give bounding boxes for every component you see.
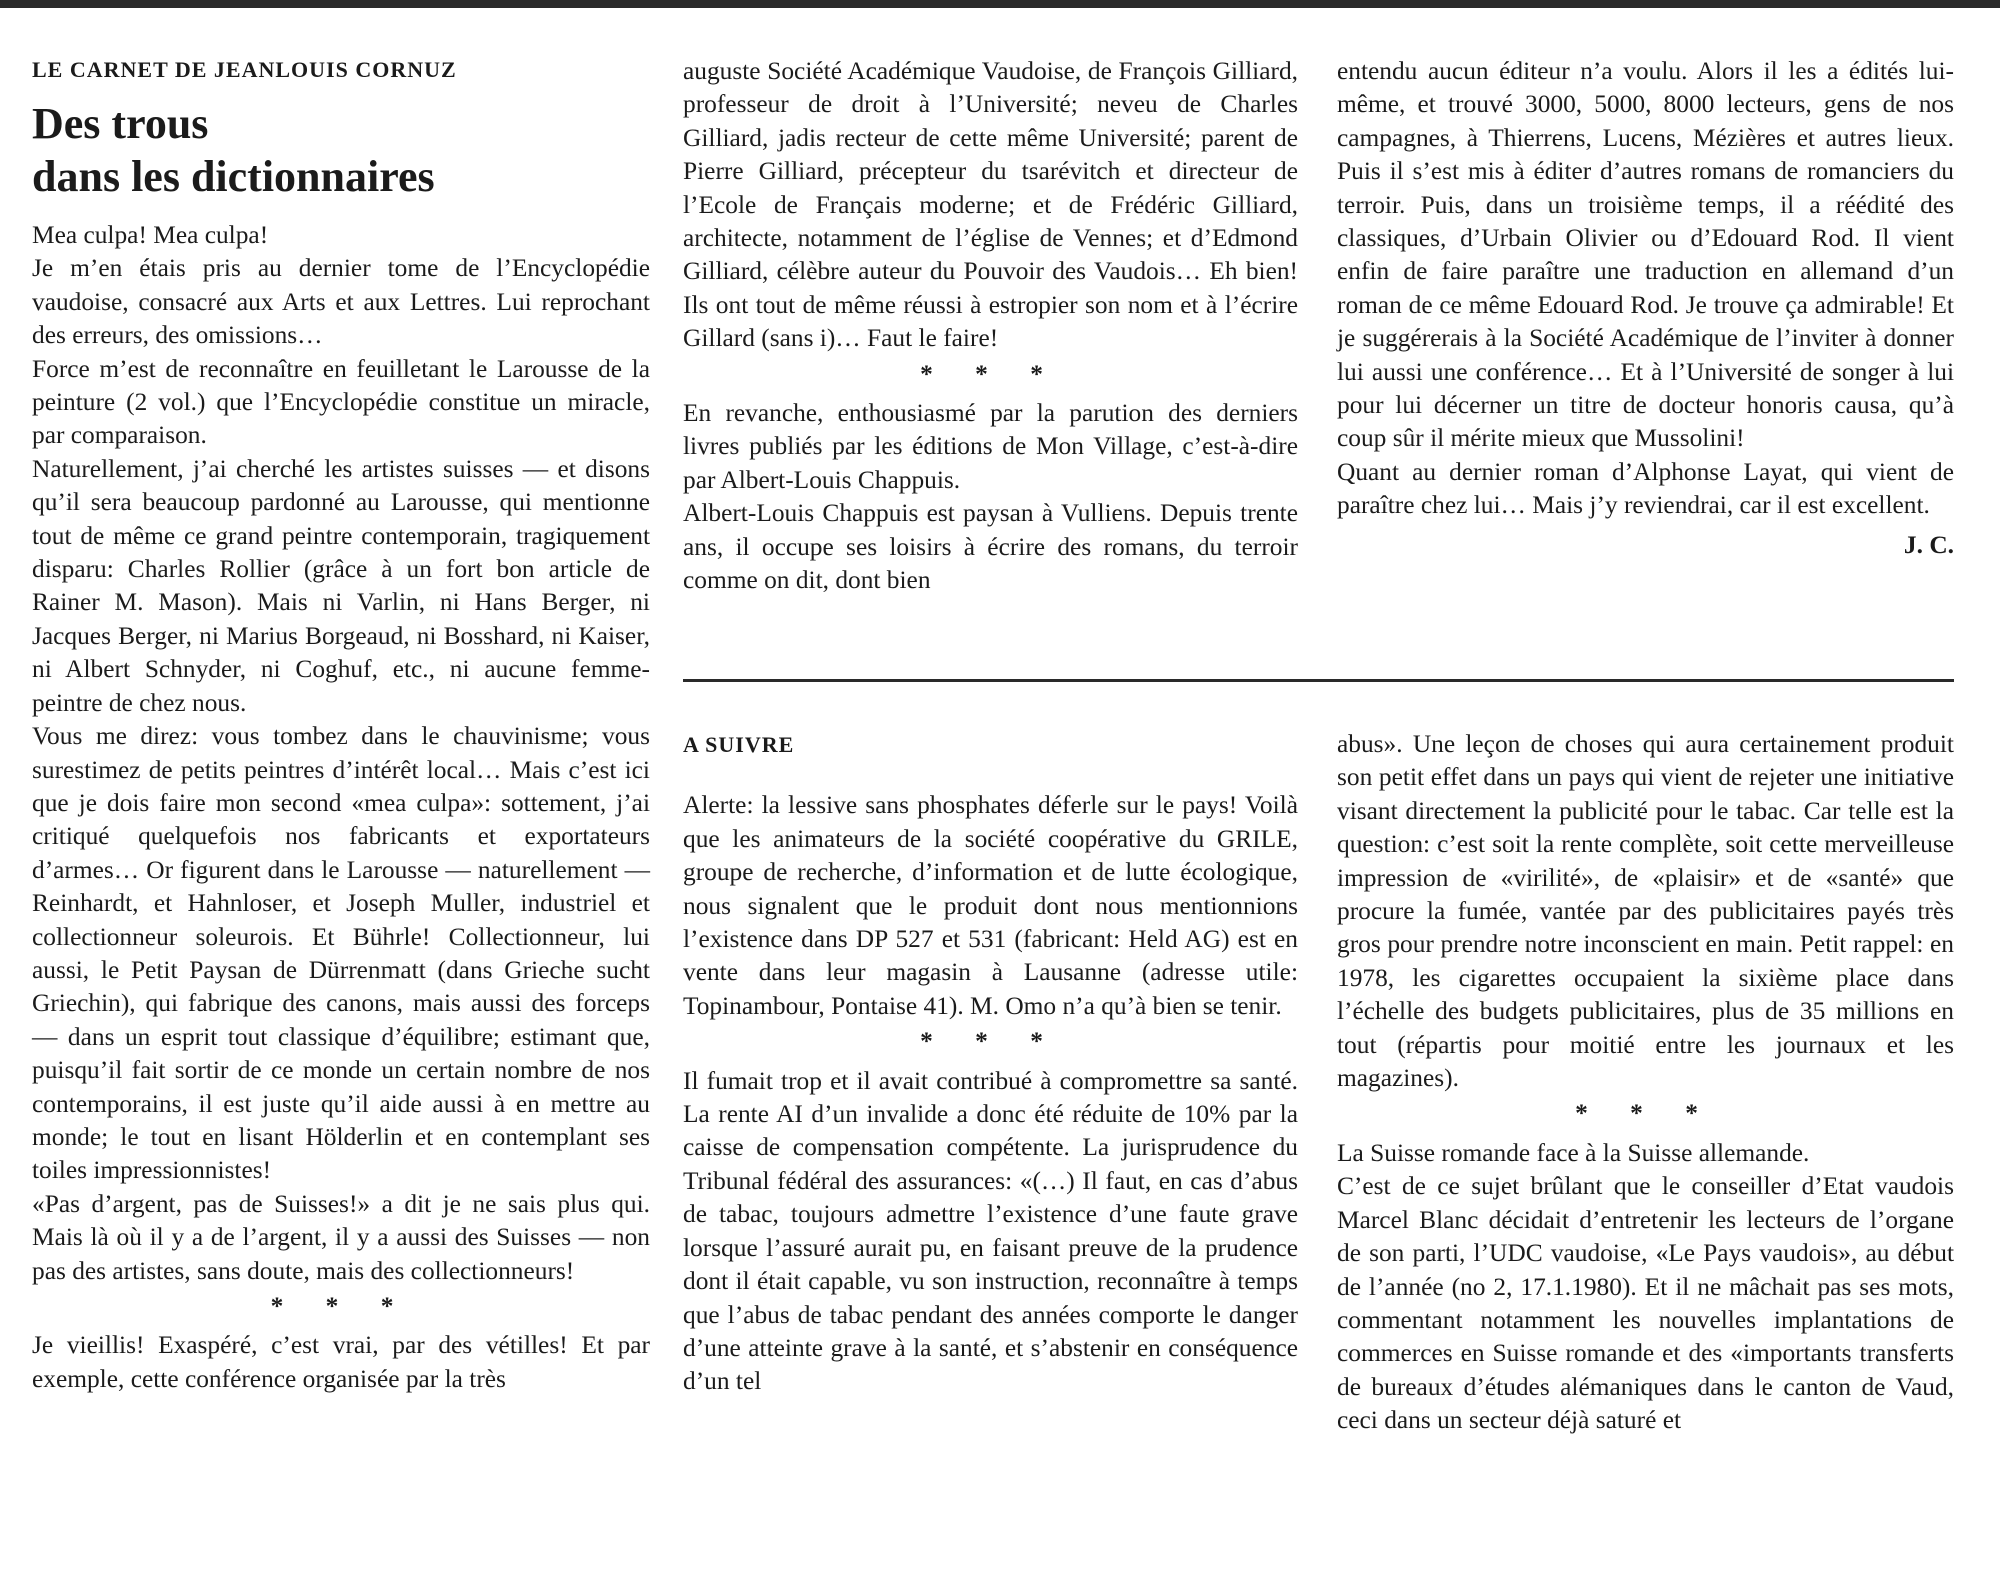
section-separator: * * * xyxy=(920,359,1061,388)
column-5 xyxy=(1337,728,1954,1438)
title-line-1: Des trous xyxy=(32,99,209,148)
paragraph: La Suisse romande face à la Suisse allemande. xyxy=(1337,1138,1810,1167)
section-kicker: A SUIVRE xyxy=(683,732,795,757)
section-separator: * * * xyxy=(270,1292,412,1320)
paragraph: entendu aucun éditeur n’a voulu. Alors il les a édités lui-même, et trouvé 3000, 5000, 8000 lecteurs, gens de nos campagnes, à Thierrens, Lucens, Mézières et autres lieux. Puis il s’est mis à éditer d’autres romans de romanciers du terroir. Puis, dans un troisième temps, il a réédité des classiques, d’Urbain Olivier ou d’Edouard Rod. Il vient enfin de faire paraître une traduction en allemand d’un roman de ce même Edouard Rod. Je trouve ça admirable! Et je suggérerais à la Société Académique de l’inviter à donner lui aussi une conférence… Et à l’Université de songer à lui pour lui décerner un titre de docteur honoris causa, qu’à coup sûr il mérite mieux que Mussolini! xyxy=(1337,57,1954,453)
section-separator: * * * xyxy=(920,1027,1061,1056)
column-2 xyxy=(683,55,1298,598)
paragraph: C’est de ce sujet brûlant que le conseiller d’Etat vaudois Marcel Blanc décidait d’entretenir les lecteurs de l’organe de son parti, l’UDC vaudoise, «Le Pays vaudois», au début de l’année (no 2, 17.1.1980). Et il ne mâchait pas ses mots, commentant notamment les nouvelles implantations de commerces en Suisse romande et des «importants transferts de bureaux d’études alémaniques dans le canton de Vaud, ceci dans un secteur déjà saturé et xyxy=(1337,1172,1954,1435)
paragraph: Je vieillis! Exaspéré, c’est vrai, par des vétilles! Et par exemple, cette conférence organisée par la très xyxy=(32,1331,650,1393)
paragraph: En revanche, enthousiasmé par la parution des derniers livres publiés par les éditions de Mon Village, c’est-à-dire par Albert-Louis Chappuis. xyxy=(683,399,1298,494)
paragraph: Alerte: la lessive sans phosphates déferle sur le pays! Voilà que les animateurs de la société coopérative du GRILE, groupe de recherche, d’information et de lutte écologique, nous signalent que le produit dont nous mentionnions l’existence dans DP 527 et 531 (fabricant: Held AG) est en vente dans leur magasin à Lausanne (adresse utile: Topinambour, Pontaise 41). M. Omo n’a qu’à bien se tenir. xyxy=(683,791,1298,1020)
paragraph: Quant au dernier roman d’Alphonse Layat, qui vient de paraître chez lui… Mais j’y reviendrai, car il est excellent. xyxy=(1337,457,1954,520)
paragraph: Vous me direz: vous tombez dans le chauvinisme; vous surestimez de petits peintres d’intérêt local… Mais c’est ici que je dois faire mon second «mea culpa»: sottement, j’ai critiqué quelquefois nos fabricants et exportateurs d’armes… Or figurent dans le Larousse — naturellement — Reinhardt, et Hahnloser, et Joseph Muller, industriel et collectionneur soleurois. Et Bührle! Collectionneur, lui aussi, le Petit Paysan de Dürrenmatt (dans Grieche sucht Griechin), qui fabrique des canons, mais aussi des forceps — dans un esprit tout classique d’équilibre; estimant que, puisqu’il fait sortir de ce monde un certain nombre de nos contemporains, il est juste qu’il aide aussi à en mettre au monde; le tout en lisant Hölderlin et en contemplant ses toiles impressionnistes! xyxy=(32,722,650,1185)
paragraph: Albert-Louis Chappuis est paysan à Vulliens. Depuis trente ans, il occupe ses loisirs à écrire des romans, du terroir comme on dit, dont bien xyxy=(683,499,1298,595)
page-title xyxy=(32,97,650,203)
paragraph: abus». Une leçon de choses qui aura certainement produit son petit effet dans un pays qui vient de rejeter une initiative visant directement la publicité pour le tabac. Car telle est la question: c’est soit la rente complète, soit cette merveilleuse impression de «virilité», de «plaisir» et de «santé» que procure la fumée, vantée par des publicitaires payés très gros pour prendre notre inconscient en main. Petit rappel: en 1978, les cigarettes occupaient la sixième place dans l’échelle des budgets publicitaires, plus de 35 millions en tout (répartis pour moitié entre les journaux et les magazines). xyxy=(1337,730,1954,1093)
top-rule xyxy=(0,0,2000,8)
paragraph: auguste Société Académique Vaudoise, de François Gilliard, professeur de droit à l’Université; neveu de Charles Gilliard, jadis recteur de cette même Université; parent de Pierre Gilliard, précepteur du tsarévitch et directeur de l’Ecole de Français moderne; et de Frédéric Gilliard, architecte, notamment de l’église de Vennes; et d’Edmond Gilliard, célèbre auteur du Pouvoir des Vaudois… Eh bien! Ils ont tout de même réussi à estropier son nom et à l’écrire Gillard (sans i)… Faut le faire! xyxy=(683,57,1298,353)
title-line-2: dans les dictionnaires xyxy=(32,152,435,201)
author-signature: J. C. xyxy=(1903,530,1954,559)
paragraph: «Pas d’argent, pas de Suisses!» a dit je ne sais plus qui. Mais là où il y a de l’argent, il y a aussi des Suisses — non pas des artistes, sans doute, mais des collectionneurs! xyxy=(32,1189,650,1285)
paragraph: Je m’en étais pris au dernier tome de l’Encyclopédie vaudoise, consacré aux Arts et aux Lettres. Lui reprochant des erreurs, des omissions… xyxy=(32,254,650,350)
paragraph: Il fumait trop et il avait contribué à compromettre sa santé. La rente AI d’un invalide a donc été réduite de 10% par la caisse de compensation compétente. La jurisprudence du Tribunal fédéral des assurances: «(…) Il faut, en cas d’abus de tabac, toujours admettre l’existence d’une faute grave lorsque l’assuré aurait pu, en faisant preuve de la prudence dont il était capable, vu son instruction, reconnaître à temps que l’abus de tabac pendant des années comporte le danger d’une atteinte grave à la santé, et s’abstenir en conséquence d’un tel xyxy=(683,1066,1298,1396)
paragraph: Mea culpa! Mea culpa! xyxy=(32,221,269,249)
paragraph: Force m’est de reconnaître en feuilletant le Larousse de la peinture (2 vol.) que l’Encyclopédie constitue un miracle, par comparaison. xyxy=(32,354,650,450)
section-separator: * * * xyxy=(1575,1099,1716,1128)
column-4 xyxy=(683,728,1298,1399)
section-divider xyxy=(683,679,1954,682)
column-1 xyxy=(32,55,650,1396)
column-3 xyxy=(1337,55,1954,562)
paragraph: Naturellement, j’ai cherché les artistes suisses — et disons qu’il sera beaucoup pardonné au Larousse, qui mentionne tout de même ce grand peintre contemporain, tragiquement disparu: Charles Rollier (grâce à un fort bon article de Rainer M. Mason). Mais ni Varlin, ni Hans Berger, ni Jacques Berger, ni Marius Borgeaud, ni Bosshard, ni Kaiser, ni Albert Schnyder, ni Coghuf, etc., ni aucune femme-peintre de chez nous. xyxy=(32,454,650,717)
column-kicker: LE CARNET DE JEANLOUIS CORNUZ xyxy=(32,57,457,82)
